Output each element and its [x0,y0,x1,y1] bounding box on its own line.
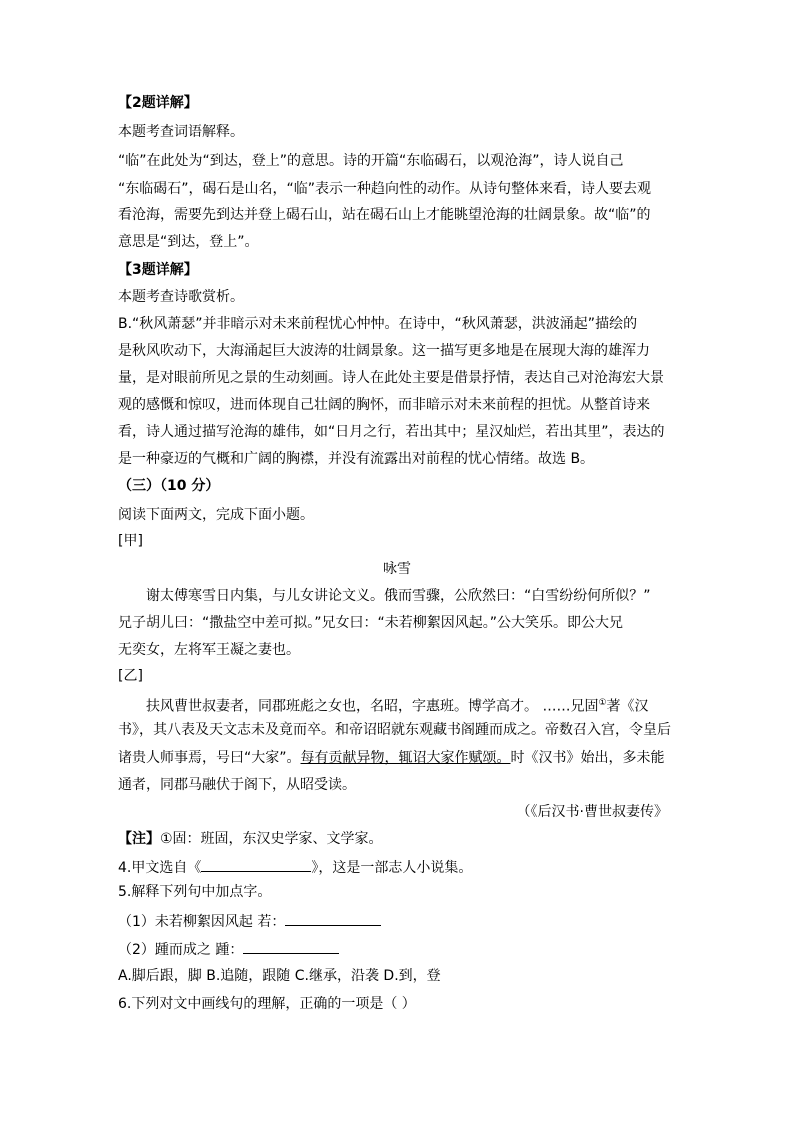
footnote-marker: ① [598,698,607,708]
section3-intro: 本题考查诗歌赏析。 [118,289,244,305]
section2-line-2: “东临碣石”，碣石是山名，“临”表示一种趋向性的动作。从诗句整体来看，诗人要去观 [118,181,652,197]
section3-heading: 【3题详解】 [118,262,198,278]
underlined-sentence: 每有贡献异物，辄诏大家作赋颂。 [300,750,511,766]
passage-source: （《后汉书·曹世叔妻传》 [516,804,668,820]
question-4-post: 》，这是一部志人小说集。 [311,860,473,876]
jia-line-1: 谢太傅寒雪日内集，与儿女讲论文义。俄而雪骤，公欣然曰：“白雪纷纷何所似？” [146,588,651,604]
section3-line-6: 是一种豪迈的气概和广阔的胸襟，并没有流露出对前程的忧心情绪。故选 B。 [118,451,595,467]
question-5-options: A.脚后跟，脚 B.追随，跟随 C.继承，沿袭 D.到，登 [118,968,441,984]
question-5-1-text: （1）未若柳絮因风起 若： [118,914,286,930]
question-6: 6.下列对文中画线句的理解，正确的一项是（ ） [118,996,416,1012]
question-4 [118,857,472,876]
question-5-1 [118,911,381,930]
question-5-2 [118,939,339,958]
section2-heading: 【2题详解】 [118,95,198,111]
yi-line-2: 书》，其八表及天文志未及竟而卒。和帝诏昭就东观藏书阁踵而成之。帝数召入宫，令皇后 [118,722,671,738]
section3-line-5: 看，诗人通过描写沧海的雄伟，如“日月之行，若出其中；星汉灿烂，若出其里”，表达的 [118,424,665,440]
jia-line-2: 兄子胡儿曰：“撒盐空中差可拟。”兄女曰：“未若柳絮因风起。”公大笑乐。即公大兄 [118,615,624,631]
part3-instruction: 阅读下面两文，完成下面小题。 [118,507,314,523]
section3-line-4: 观的感慨和惊叹，进而体现自己壮阔的胸怀，而非暗示对未来前程的担忧。从整首诗来 [118,397,650,413]
yi-line-1 [146,695,649,715]
yi-line-4: 通者，同郡马融伏于阁下，从昭受读。 [118,777,356,793]
footnote-text: ①固：班固，东汉史学家、文学家。 [160,831,383,847]
section3-line-2: 是秋风吹动下，大海涌起巨大波涛的壮阔景象。这一描写更多地是在展现大海的雄浑力 [118,343,650,359]
answer-blank-q5-2[interactable] [243,939,339,954]
question-5: 5.解释下列句中加点字。 [118,884,272,900]
question-5-2-text: （2）踵而成之 踵： [118,942,244,958]
jia-line-3: 无奕女，左将军王凝之妻也。 [118,642,300,658]
section2-intro: 本题考查词语解释。 [118,124,244,140]
yi-line-1-pre: 扶风曹世叔妻者，同郡班彪之女也，名昭，字惠班。博学高才。 ……兄固 [146,698,599,715]
question-4-pre: 4.甲文选自《 [118,860,202,876]
section2-line-1: “临”在此处为“到达，登上”的意思。诗的开篇“东临碣石，以观沧海”，诗人说自己 [118,153,624,169]
section2-line-3: 看沧海，需要先到达并登上碣石山，站在碣石山上才能眺望沧海的壮阔景象。故“临”的 [118,207,651,223]
passage-title: 咏雪 [383,561,411,577]
yi-line-1-post: 著《汉 [606,698,649,715]
yi-line-3 [118,750,665,766]
yi-line-3-post: 时《汉书》始出，多未能 [510,750,665,766]
yi-label: [乙] [118,668,143,684]
footnote [118,831,383,847]
footnote-label: 【注】 [118,831,160,847]
section2-line-4: 意思是“到达，登上”。 [118,234,259,250]
part3-heading: （三）（10 分） [118,478,220,494]
yi-line-3-pre: 诸贵人师事焉，号曰“大家”。 [118,750,301,766]
section3-line-3: 量，是对眼前所见之景的生动刻画。诗人在此处主要是借景抒情，表达自己对沧海宏大景 [118,370,664,386]
jia-label: [甲] [118,533,143,549]
section3-line-1: B.“秋风萧瑟”并非暗示对未来前程忧心忡忡。在诗中，“秋风萧瑟，洪波涌起”描绘的 [118,316,638,332]
answer-blank-q4[interactable] [201,857,311,872]
answer-blank-q5-1[interactable] [285,911,381,926]
